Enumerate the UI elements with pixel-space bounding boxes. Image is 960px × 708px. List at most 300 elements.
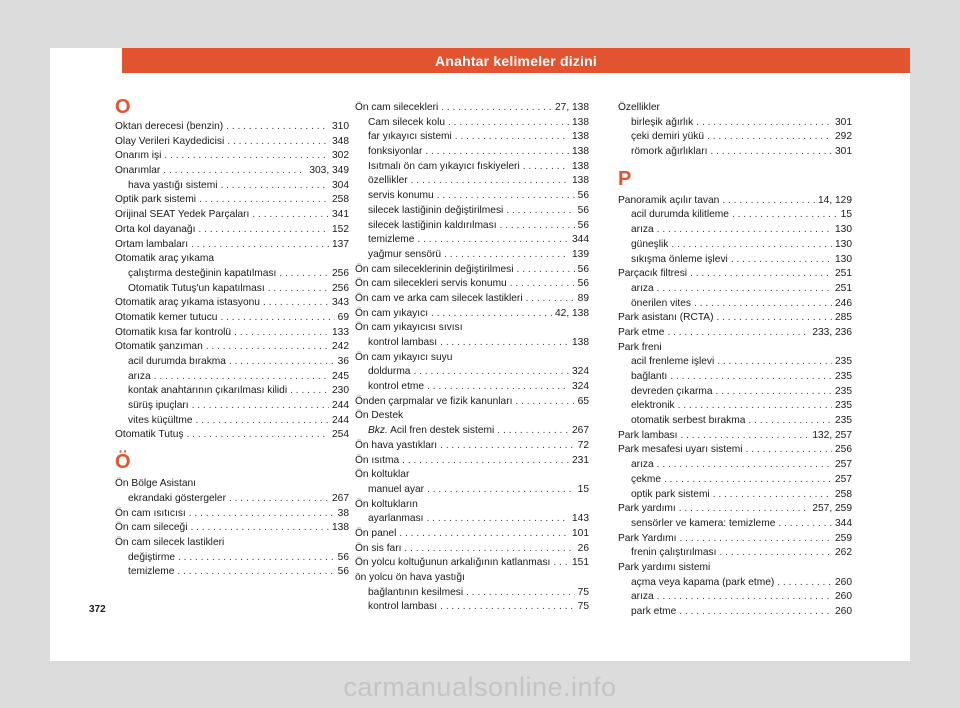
dot-leader [404,542,574,557]
page-number: 372 [89,604,106,615]
dot-leader [515,395,574,410]
dot-leader [731,253,832,268]
index-section-letter: Ö [115,451,131,474]
index-term: fonksiyonlar [368,146,423,158]
page-reference: 75 [577,601,589,613]
dot-leader [667,326,809,341]
dot-leader [440,336,569,351]
index-term: Park Yardımı [618,532,677,544]
index-term: bağlantı [631,371,668,382]
dot-leader [441,101,552,116]
index-subentry [355,116,589,131]
page-reference: 138 [572,337,589,348]
page-reference: 244 [332,414,349,426]
page-reference: 260 [835,606,852,617]
index-subentry [115,399,349,414]
index-term: Ortam lambaları [115,238,189,250]
page-reference: 258 [332,194,349,206]
dot-leader [190,521,329,536]
page-reference: 26 [577,542,589,554]
page-reference: 89 [577,292,589,304]
dot-leader [517,263,575,278]
page-reference: 285 [835,312,852,324]
index-subentry [355,160,589,175]
dot-leader [777,576,832,591]
index-entry [115,296,349,311]
index-term: Ön cam silecekleri [355,102,439,113]
index-term: acil durumda kilitleme [631,209,729,221]
index-title-banner: Anahtar kelimeler dizini [122,48,910,73]
dot-leader [710,145,832,160]
index-term: arıza [631,459,654,471]
index-entry [115,311,349,326]
page-reference: 235 [835,415,852,427]
dot-leader [268,282,329,297]
index-term: arıza [128,370,151,382]
index-entry [355,292,589,307]
index-term [368,424,494,439]
index-term: değiştirme [128,551,175,563]
dot-leader [717,355,832,370]
dot-leader [778,517,832,532]
page-reference: 36 [337,356,349,367]
index-entry [618,194,852,209]
index-page [50,48,910,661]
index-term: hava yastığı sistemi [128,179,218,191]
dot-leader [440,600,575,615]
index-subentry [355,174,589,189]
index-entry [115,164,349,179]
index-term: Park freni [618,341,662,353]
page-reference: 143 [572,513,589,525]
page-reference: 235 [835,400,852,412]
dot-leader [680,429,809,444]
index-subentry [618,605,852,620]
index-entry [115,428,349,443]
page-reference: 246 [835,297,852,309]
dot-leader [229,355,335,370]
page-reference: 233, 236 [812,326,852,338]
page-reference: 262 [835,547,852,559]
dot-leader [229,492,329,507]
page-reference: 267 [332,492,349,504]
page-reference: 344 [835,517,852,529]
index-entry [355,263,589,278]
index-subentry [618,517,852,532]
index-term: sıkışma önleme işlevi [631,253,728,265]
dot-leader [413,365,569,380]
index-subentry [618,399,852,414]
index-entry [355,101,589,116]
index-term: vites küçültme [128,414,193,426]
index-term: çalıştırma desteğinin kapatılması [128,267,277,279]
index-subentry [115,492,349,507]
dot-leader [177,565,334,580]
dot-leader [192,399,329,414]
index-heading [355,498,589,513]
index-term: otomatik serbest bırakma [631,415,746,427]
index-term: silecek lastiğinin değiştirilmesi [368,204,504,216]
index-term: römork ağırlıkları [631,146,708,158]
dot-leader [657,458,832,473]
index-term: optik park sistemi [631,488,710,500]
dot-leader [694,297,832,312]
page-reference: 138 [572,160,589,172]
index-term: Ön koltuklar [355,469,410,481]
page-reference: 69 [337,311,349,323]
page-reference: 256 [835,444,852,456]
page-reference: 341 [332,209,349,221]
index-term: güneşlik [631,238,669,250]
page-reference: 344 [572,234,589,246]
index-subentry [618,546,852,561]
index-term: çekme [631,473,662,485]
index-subentry [115,267,349,282]
page-reference: 244 [332,400,349,412]
dot-leader [657,223,832,238]
page-reference: 235 [835,371,852,382]
index-heading [115,252,349,267]
index-term: doldurma [368,366,411,378]
page-reference: 267 [572,425,589,437]
index-term: Parçacık filtresi [618,268,688,280]
index-subentry [115,565,349,580]
index-term: kontrol lambası [368,337,438,348]
page-reference: 72 [577,439,589,451]
page-reference: 138 [572,146,589,158]
index-subentry [618,590,852,605]
index-term: Park lambası [618,429,678,441]
index-entry [115,208,349,223]
index-subentry [355,204,589,219]
index-term: önerilen vites [631,297,692,309]
index-heading [115,536,349,551]
page-reference: 256 [332,282,349,294]
index-subentry [115,414,349,429]
index-term: Cam silecek kolu [368,116,445,128]
dot-leader [227,135,329,150]
index-term: Ön yolcu koltuğunun arkalığının katlanması [355,557,551,569]
dot-leader [226,120,329,135]
page-reference: 348 [332,135,349,147]
page-reference: 138 [572,175,589,187]
index-heading [618,561,852,576]
index-subentry [355,248,589,263]
dot-leader [425,145,569,160]
page-reference: 56 [577,190,589,202]
dot-leader [657,282,832,297]
dot-leader [198,223,329,238]
page-reference: 15 [840,209,852,221]
page-reference: 230 [332,385,349,397]
index-subentry [618,130,852,145]
page-reference: 242 [332,341,349,353]
dot-leader [411,174,569,189]
dot-leader [427,380,569,395]
page-reference: 139 [572,248,589,260]
page-reference: 132, 257 [812,429,852,441]
index-subentry [355,189,589,204]
index-entry [115,340,349,355]
dot-leader [506,204,574,219]
index-subentry [355,586,589,601]
index-subentry [355,145,589,160]
index-term: devreden çıkarma [631,385,713,397]
index-term: Otomatik kısa far kontrolü [115,326,232,338]
index-subentry [115,370,349,385]
dot-leader [678,399,832,414]
dot-leader [716,311,832,326]
index-heading [355,571,589,586]
page-reference: 231 [572,454,589,466]
dot-leader [431,307,552,322]
dot-leader [680,532,832,547]
page-reference: 56 [577,219,589,231]
index-subentry [618,282,852,297]
index-term: far yıkayıcı sistemi [368,131,452,143]
index-term: kontrol etme [368,381,425,393]
page-reference: 138 [332,522,349,534]
page-reference: 251 [835,282,852,294]
index-subentry [115,551,349,566]
index-term: Ön cam ısıtıcısı [115,507,186,519]
index-term: Ön sis farı [355,542,402,554]
page-reference: 138 [572,116,589,128]
index-subentry [618,458,852,473]
index-subentry [355,365,589,380]
index-term: Park yardımı sistemi [618,561,711,573]
dot-leader [252,208,329,223]
dot-leader [154,370,329,385]
dot-leader [466,586,575,601]
page-reference: 254 [332,429,349,441]
dot-leader [279,267,329,282]
index-term: Otomatik Tutuş'un kapatılması [128,282,265,294]
index-term: Ön cam sileceği [115,522,188,534]
index-heading [618,341,852,356]
index-term: park etme [631,606,677,617]
index-term: Ön hava yastıkları [355,439,438,451]
index-term: açma veya kapama (park etme) [631,576,775,588]
index-term: ekrandaki göstergeler [128,492,226,504]
dot-leader [690,267,832,282]
index-entry [115,149,349,164]
index-subentry [355,219,589,234]
index-entry [115,326,349,341]
dot-leader [427,483,575,498]
dot-leader [679,605,832,620]
dot-leader [189,507,335,522]
dot-leader [553,556,569,571]
index-term: Ön ısıtma [355,454,400,466]
dot-leader [448,116,569,131]
index-term-ref: Bkz. [368,425,388,437]
page-reference: 152 [332,223,349,235]
index-term: arıza [631,591,654,603]
index-subentry [618,385,852,400]
index-entry [115,135,349,150]
index-subentry [355,483,589,498]
dot-leader [732,208,838,223]
index-term: Park mesafesi uyarı sistemi [618,444,743,456]
index-subentry [115,282,349,297]
dot-leader [234,326,329,341]
page-reference: 251 [835,268,852,280]
index-entry [618,267,852,282]
index-entry [355,542,589,557]
index-term: özellikler [368,175,408,187]
page-reference: 301 [835,116,852,128]
index-term: Otomatik Tutuş [115,429,184,441]
index-term: ön yolcu ön hava yastığı [355,572,465,583]
page-reference: 292 [835,131,852,143]
dot-leader [437,189,575,204]
dot-leader [187,428,329,443]
index-subentry [618,116,852,131]
page-reference: 235 [835,385,852,397]
index-entry [115,223,349,238]
dot-leader [679,502,810,517]
index-entry [115,193,349,208]
index-term: Ön cam yıkayıcı [355,307,429,319]
index-entry [355,454,589,469]
index-term: Önden çarpmalar ve fizik kanunları [355,395,513,407]
index-entry [115,120,349,135]
index-subentry [618,576,852,591]
index-term: sürüş ipuçları [128,400,189,412]
index-term: silecek lastiğinin kaldırılması [368,219,497,231]
page-reference: 137 [332,238,349,250]
index-term: arıza [631,224,654,236]
index-term: Ön panel [355,527,397,539]
index-term: Otomatik şanzıman [115,341,203,353]
index-subentry [618,370,852,385]
index-term: ayarlanması [368,513,424,525]
dot-leader [671,238,832,253]
index-term: Otomatik araç yıkama istasyonu [115,297,260,309]
page-reference: 302 [332,150,349,162]
dot-leader [707,130,832,145]
index-term: Panoramik açılır tavan [618,194,720,206]
dot-leader [664,473,832,488]
dot-leader [196,414,329,429]
dot-leader [164,149,329,164]
page-reference: 310 [332,121,349,132]
dot-leader [523,160,569,175]
index-entry [618,326,852,341]
page-reference: 138 [572,131,589,143]
dot-leader [290,384,329,399]
dot-leader [263,296,329,311]
page-reference: 304 [332,179,349,191]
dot-leader [399,527,569,542]
index-heading [115,477,349,492]
page-reference: 130 [835,238,852,250]
dot-leader [720,546,833,561]
index-subentry [355,424,589,439]
index-subentry [355,600,589,615]
page-reference: 15 [577,483,589,495]
page-reference: 56 [577,278,589,290]
index-term: temizleme [128,566,175,578]
index-entry [618,429,852,444]
index-entry [618,532,852,547]
page-reference: 56 [577,204,589,216]
dot-leader [206,340,329,355]
dot-leader [500,219,575,234]
dot-leader [191,238,329,253]
dot-leader [427,512,570,527]
page-reference: 324 [572,366,589,378]
index-term: kontrol lambası [368,601,438,613]
page-reference: 235 [835,356,852,368]
index-column-2 [355,101,589,615]
index-term: acil durumda bırakma [128,356,226,367]
index-term: Ön Destek [355,410,404,422]
index-entry [115,507,349,522]
page-reference: 301 [835,146,852,158]
index-term: çeki demiri yükü [631,131,705,143]
index-entry [355,395,589,410]
index-term: frenin çalıştırılması [631,547,717,559]
index-subentry [115,384,349,399]
index-term: Ön cam yıkayıcısı sıvısı [355,322,463,334]
index-heading [355,321,589,336]
index-term: Otomatik araç yıkama [115,253,215,265]
page-reference: 256 [332,267,349,279]
index-entry [115,238,349,253]
page-reference: 27, 138 [555,102,589,113]
index-term: Park yardımı [618,503,676,515]
index-entry [618,502,852,517]
dot-leader [526,292,575,307]
index-term: Ön koltukların [355,498,418,510]
index-column-3 [618,101,852,620]
index-term: Optik park sistemi [115,194,196,206]
dot-leader [748,414,832,429]
index-term: sensörler ve kamera: temizleme [631,517,776,529]
index-entry [355,439,589,454]
dot-leader [417,233,569,248]
index-term: Oktan derecesi (benzin) [115,121,224,132]
page-reference: 130 [835,253,852,265]
index-subentry [355,130,589,145]
page-reference: 130 [835,224,852,236]
index-subentry [355,380,589,395]
index-entry [355,277,589,292]
index-term: manuel ayar [368,483,425,495]
page-reference: 151 [572,557,589,569]
index-term: acil frenleme işlevi [631,356,715,368]
dot-leader [657,590,832,605]
index-term: Park etme [618,326,665,338]
page-reference: 56 [337,566,349,578]
index-term: Isıtmalı ön cam yıkayıcı fıskiyeleri [368,160,520,172]
dot-leader [670,370,832,385]
index-section-letter: P [618,167,632,190]
index-subentry [115,179,349,194]
index-entry [355,556,589,571]
index-term: Onarımlar [115,165,161,177]
dot-leader [746,443,832,458]
index-subentry [618,238,852,253]
page-reference: 257, 259 [812,503,852,515]
index-term: temizleme [368,234,415,246]
index-term: yağmur sensörü [368,248,442,260]
page-reference: 324 [572,381,589,393]
index-subentry [355,233,589,248]
index-term: Ön cam sileceklerinin değiştirilmesi [355,263,514,275]
